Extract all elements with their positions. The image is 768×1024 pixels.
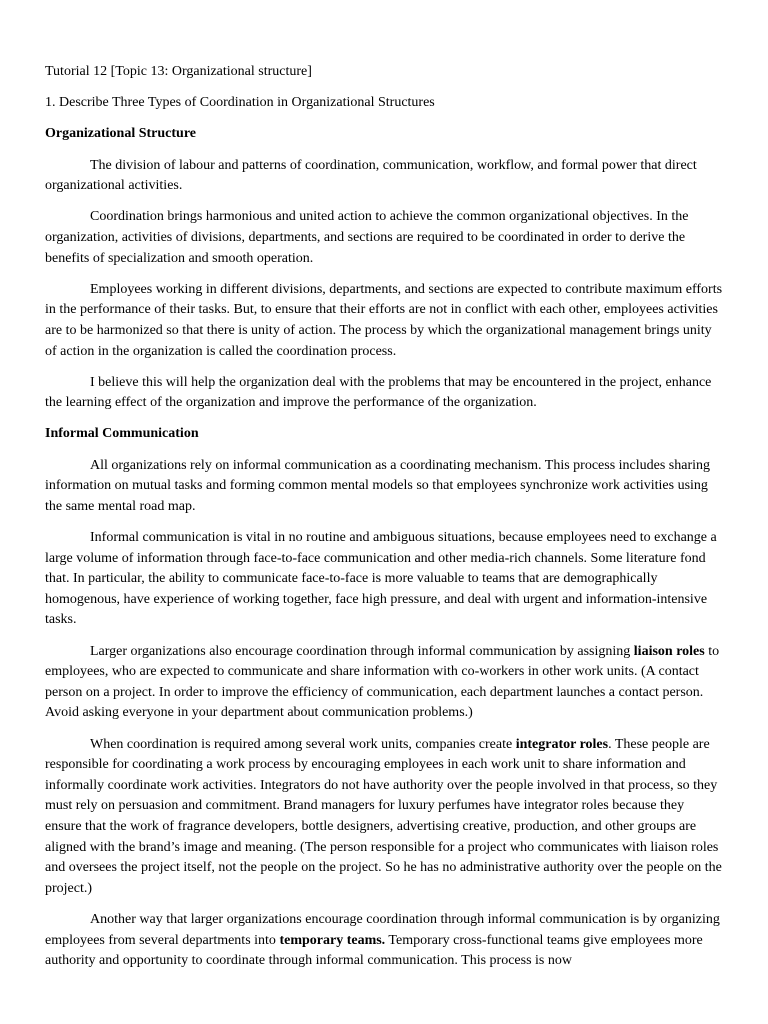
document-page [45, 62, 723, 982]
paragraph-text: Larger organizations also encourage coordination through informal communication by assigning [90, 643, 634, 659]
document-title: Tutorial 12 [Topic 13: Organizational structure] [45, 64, 312, 79]
bold-term-integrator-roles: integrator roles [515, 736, 609, 752]
paragraph-text: Another way that larger organizations encourage coordination through informal communication is by organizing employees from several departments into [45, 911, 720, 948]
paragraph: Coordination brings harmonious and united action to achieve the common organizational objectives. In the organization, activities of divisions, departments, and sections are required to be coordinated in order to derive the benefits of specialization and smooth operation. [45, 209, 689, 266]
paragraph [45, 642, 723, 724]
bold-term-temporary-teams: temporary teams. [279, 932, 386, 948]
paragraph: I believe this will help the organization deal with the problems that may be encountered in the project, enhance the learning effect of the organization and improve the performance of the organization. [45, 374, 712, 411]
paragraph: Informal communication is vital in no routine and ambiguous situations, because employees need to exchange a large volume of information through face-to-face communication and other media-rich channels. Some literature fond that. In particular, the ability to communicate face-to-face is more valuable to teams that are demographically homogenous, have experience of working together, face high pressure, and deal with urgent and information-intensive tasks. [45, 530, 717, 628]
paragraph-text: . These people are responsible for coordinating a work process by encouraging employees in each work unit to share information and informally coordinate work activities. Integrators do not have authority over the people involved in that process, so they must rely on persuasion and commitment. Brand managers for luxury perfumes have integrator roles because they ensure that the work of fragrance developers, bottle designers, advertising creative, production, and other groups are aligned with the brand’s image and meaning. (The person responsible for a project who communicates with liaison roles and oversees the project itself, not the people on the project. So he has no administrative authority over the people on the project.) [45, 736, 722, 896]
paragraph: All organizations rely on informal communication as a coordinating mechanism. This process includes sharing information on mutual tasks and forming common mental models so that employees synchronize work activities using the same mental road map. [45, 457, 711, 514]
paragraph-text: When coordination is required among several work units, companies create [90, 736, 516, 752]
paragraph-text: to employees, who are expected to communicate and share information with co-workers in other work units. (A contact person on a project. In order to improve the efficiency of communication, each department launches a contact person. Avoid asking everyone in your department about communication problems.) [45, 643, 720, 721]
paragraph: Employees working in different divisions, departments, and sections are expected to contribute maximum efforts in the performance of their tasks. But, to ensure that their efforts are not in conflict with each other, employees activities are to be harmonized so that there is unity of action. The process by which the organizational management brings unity of action in the organization is called the coordination process. [45, 281, 723, 359]
bold-term-liaison-roles: liaison roles [633, 643, 705, 659]
question-heading: 1. Describe Three Types of Coordination in Organizational Structures [45, 95, 435, 111]
section-heading-informal-communication: Informal Communication [45, 426, 199, 442]
paragraph: The division of labour and patterns of coordination, communication, workflow, and formal power that direct organizational activities. [45, 157, 697, 194]
section-heading-organizational-structure: Organizational Structure [45, 126, 197, 142]
paragraph-text: Temporary cross-functional teams give employees more authority and opportunity to coordinate through informal communication. This process is now [45, 932, 703, 969]
paragraph [45, 735, 723, 900]
paragraph [45, 910, 723, 972]
